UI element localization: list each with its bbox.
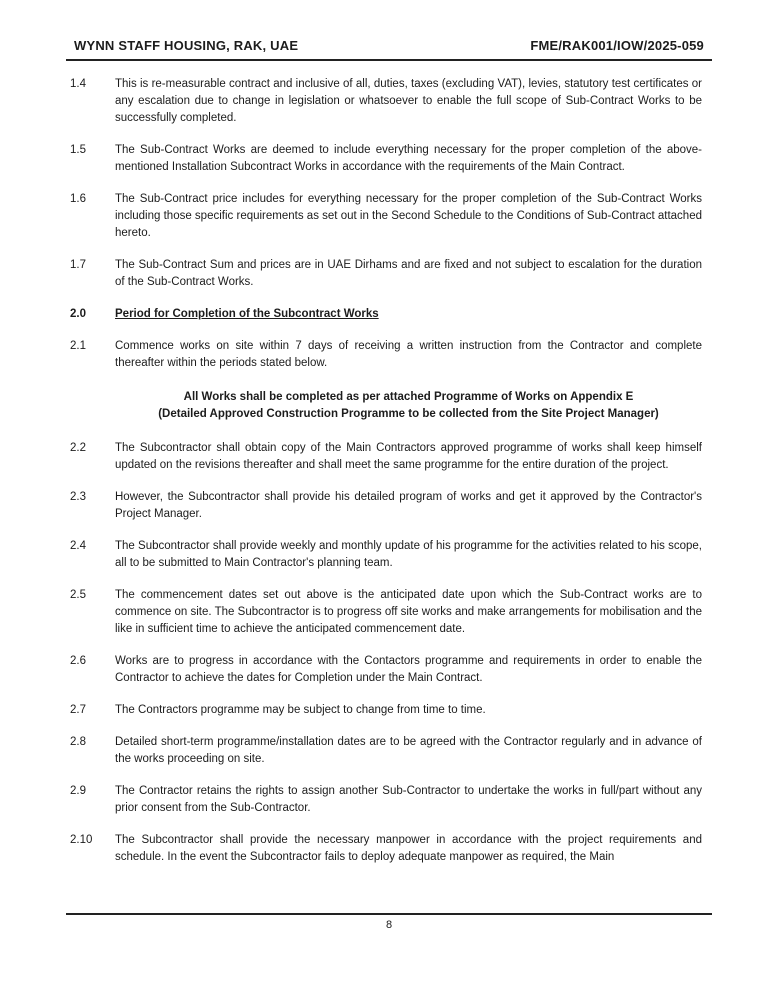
- clause-2-4: [70, 538, 702, 572]
- clause-number: 2.4: [70, 540, 86, 552]
- clause-number: 2.7: [70, 704, 86, 716]
- clause-number: 1.4: [70, 78, 86, 90]
- clause-text: The Sub-Contract price includes for everything necessary for the proper completion of the Sub-Contract Works including those specific requirements as set out in the Second Schedule to the Conditions of Sub-Contract attached hereto.: [115, 193, 702, 239]
- section-number: 2.0: [70, 308, 86, 320]
- clause-text: The Sub-Contract Works are deemed to include everything necessary for the proper completion of the above-mentioned Installation Subcontract Works in accordance with the requirements of the Main Contract.: [115, 144, 702, 173]
- clause-2-3: [70, 489, 702, 523]
- header-reference-number: FME/RAK001/IOW/2025-059: [530, 38, 704, 53]
- document-body: [70, 76, 702, 881]
- clause-1-4: [70, 76, 702, 127]
- clause-text: The commencement dates set out above is the anticipated date upon which the Sub-Contract works are to commence on site. The Subcontractor is to progress off site works and make arrangements for mobilisation and the like in sufficient time to achieve the anticipated commencement date.: [115, 589, 702, 635]
- clause-number: 2.1: [70, 340, 86, 352]
- notice-line-1: All Works shall be completed as per attached Programme of Works on Appendix E: [183, 391, 634, 403]
- document-header: [66, 38, 712, 61]
- clause-number: 2.10: [70, 834, 93, 846]
- clause-number: 2.6: [70, 655, 86, 667]
- section-title: Period for Completion of the Subcontract Works: [115, 308, 379, 320]
- clause-number: 1.7: [70, 259, 86, 271]
- document-footer: [66, 913, 712, 931]
- clause-text: The Contractors programme may be subject to change from time to time.: [115, 704, 486, 716]
- clause-text: The Subcontractor shall provide the necessary manpower in accordance with the project requirements and schedule. In the event the Subcontractor fails to deploy adequate manpower as required, the Main: [115, 834, 702, 863]
- clause-text: However, the Subcontractor shall provide his detailed program of works and get it approved by the Contractor's Project Manager.: [115, 491, 702, 520]
- clause-number: 2.5: [70, 589, 86, 601]
- clause-2-10: [70, 832, 702, 866]
- clause-1-7: [70, 257, 702, 291]
- clause-text: This is re-measurable contract and inclusive of all, duties, taxes (excluding VAT), levies, statutory test certificates or any escalation due to change in legislation or whatsoever to enable the full scope of Sub-Contract Works to be successfully completed.: [115, 78, 702, 124]
- clause-2-2: [70, 440, 702, 474]
- clause-text: The Contractor retains the rights to assign another Sub-Contractor to undertake the works in full/part without any prior consent from the Sub-Contractor.: [115, 785, 702, 814]
- clause-2-8: [70, 734, 702, 768]
- works-completion-notice: [115, 387, 702, 425]
- clause-text: Works are to progress in accordance with the Contactors programme and requirements in order to enable the Contractor to achieve the dates for Completion under the Main Contract.: [115, 655, 702, 684]
- clause-2-9: [70, 783, 702, 817]
- clause-number: 2.2: [70, 442, 86, 454]
- clause-text: The Subcontractor shall obtain copy of the Main Contractors approved programme of works shall keep himself updated on the revisions thereafter and shall meet the same programme for the entire duration of the project.: [115, 442, 702, 471]
- clause-number: 2.9: [70, 785, 86, 797]
- clause-number: 2.8: [70, 736, 86, 748]
- clause-number: 1.5: [70, 144, 86, 156]
- clause-number: 1.6: [70, 193, 86, 205]
- clause-2-5: [70, 587, 702, 638]
- page-number: 8: [385, 919, 393, 931]
- clause-text: The Subcontractor shall provide weekly and monthly update of his programme for the activities related to his scope, all to be submitted to Main Contractor's planning team.: [115, 540, 702, 569]
- clause-text: The Sub-Contract Sum and prices are in UAE Dirhams and are fixed and not subject to escalation for the duration of the Sub-Contract Works.: [115, 259, 702, 288]
- clause-text: Commence works on site within 7 days of receiving a written instruction from the Contractor and complete thereafter within the periods stated below.: [115, 340, 702, 369]
- clause-2-1: [70, 338, 702, 372]
- clause-1-6: [70, 191, 702, 242]
- clause-text: Detailed short-term programme/installation dates are to be agreed with the Contractor regularly and in advance of the works proceeding on site.: [115, 736, 702, 765]
- clause-2-7: [70, 702, 702, 719]
- clause-number: 2.3: [70, 491, 86, 503]
- clause-1-5: [70, 142, 702, 176]
- notice-line-2: (Detailed Approved Construction Programme to be collected from the Site Project Manager): [158, 408, 659, 420]
- header-project-title: WYNN STAFF HOUSING, RAK, UAE: [74, 38, 299, 53]
- clause-2-6: [70, 653, 702, 687]
- section-heading-2-0: [70, 306, 702, 323]
